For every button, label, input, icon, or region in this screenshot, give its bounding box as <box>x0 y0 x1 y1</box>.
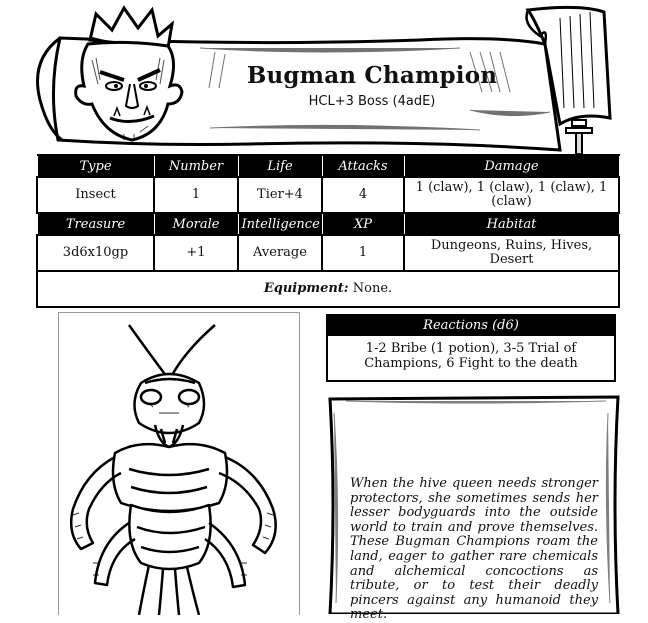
header-life: Life <box>238 155 322 177</box>
value-type: Insect <box>37 177 154 213</box>
header-attacks: Attacks <box>322 155 404 177</box>
bugman-drawing <box>59 313 299 615</box>
equipment-value: None. <box>352 281 393 296</box>
description-scroll <box>326 393 620 623</box>
creature-title: Bugman Champion <box>246 62 498 89</box>
header-habitat: Habitat <box>404 213 619 235</box>
title-banner <box>0 0 648 160</box>
reactions-box <box>326 314 616 382</box>
stat-table <box>36 154 620 308</box>
header-morale: Morale <box>154 213 238 235</box>
reactions-title: Reactions (d6) <box>328 316 614 336</box>
description-text: When the hive queen needs stronger protectors, she sometimes sends her lesser bodyguards into the outside world to train and prove themselves. These Bugman Champions roam the land, eager to gather rare chemicals and alchemical concoctions as tribute, or to test their deadly pincers against any humanoid they meet. <box>350 476 598 623</box>
reactions-text: 1-2 Bribe (1 potion), 3-5 Trial of Champions, 6 Fight to the death <box>364 341 578 371</box>
value-treasure: 3d6x10gp <box>37 235 154 271</box>
stat-value-row-1 <box>37 177 619 213</box>
value-life: Tier+4 <box>238 177 322 213</box>
creature-subtitle: HCL+3 Boss (4adE) <box>308 94 436 109</box>
value-number: 1 <box>154 177 238 213</box>
value-habitat: Dungeons, Ruins, Hives, Desert <box>404 235 619 271</box>
equipment-cell <box>37 271 619 307</box>
value-xp: 1 <box>322 235 404 271</box>
header-damage: Damage <box>404 155 619 177</box>
stat-header-row-1 <box>37 155 619 177</box>
header-xp: XP <box>322 213 404 235</box>
header-intelligence: Intelligence <box>238 213 322 235</box>
value-damage: 1 (claw), 1 (claw), 1 (claw), 1 (claw) <box>404 177 619 213</box>
equipment-row <box>37 271 619 307</box>
creature-illustration <box>58 312 300 615</box>
stat-value-row-2 <box>37 235 619 271</box>
value-intelligence: Average <box>238 235 322 271</box>
value-attacks: 4 <box>322 177 404 213</box>
header-type: Type <box>37 155 154 177</box>
value-morale: +1 <box>154 235 238 271</box>
header-number: Number <box>154 155 238 177</box>
equipment-label: Equipment: <box>263 281 349 296</box>
stat-header-row-2 <box>37 213 619 235</box>
header-treasure: Treasure <box>37 213 154 235</box>
